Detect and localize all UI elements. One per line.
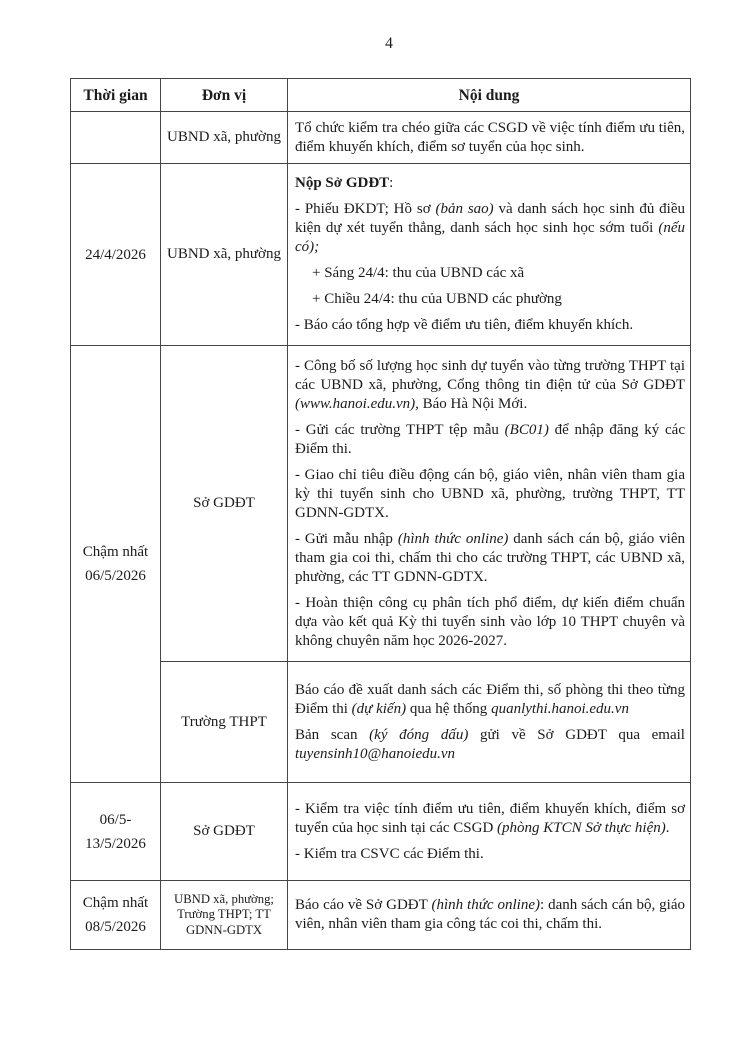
- cell-content: [288, 881, 691, 950]
- text-run: (bản sao): [435, 201, 494, 217]
- text-run: Báo cáo đề xuất danh sách các Điểm thi, số phòng thi theo từng Điểm thi: [295, 681, 685, 717]
- text-run: Báo Hà Nội Mới.: [418, 395, 528, 412]
- text-run: + Sáng 24/4: thu của UBND các xã: [312, 265, 525, 281]
- text-run: Báo cáo về Sở GDĐT: [295, 897, 432, 913]
- cell-unit: UBND xã, phường: [161, 112, 288, 164]
- text-run: - Kiểm tra việc tính điểm ưu tiên, điểm khuyến khích, điểm sơ tuyển của học sinh tại các CSGD: [295, 800, 685, 836]
- text-run: - Gửi mẫu nhập: [295, 530, 398, 547]
- text-run: Bản scan: [295, 726, 370, 743]
- paragraph: [295, 896, 685, 934]
- cell-time: Chậm nhất 06/5/2026: [71, 346, 161, 783]
- paragraph: [295, 466, 685, 523]
- cell-time: 24/4/2026: [71, 164, 161, 346]
- cell-time: 06/5-13/5/2026: [71, 783, 161, 881]
- text-run: - Hoàn thiện công cụ phân tích phổ điểm, dự kiến điểm chuẩn dựa vào kết quả Kỳ thi tuyển sinh vào lớp 10 THPT chuyên và không chuyên năm học 2026-2027.: [295, 594, 685, 649]
- header-don-vi: Đơn vị: [161, 79, 288, 112]
- paragraph: [295, 845, 685, 864]
- text-run: (www.hanoi.edu.vn),: [295, 395, 419, 412]
- paragraph: [295, 357, 685, 414]
- text-run: - Công bố số lượng học sinh dự tuyển vào từng trường THPT tại các UBND xã, phường, Cổng thông tin điện tử của Sở GDĐT: [295, 357, 685, 393]
- cell-content: [288, 112, 691, 164]
- cell-unit: Trường THPT: [161, 662, 288, 783]
- text-run: gửi về Sở GDĐT qua email: [468, 726, 685, 743]
- table-row: [71, 112, 691, 164]
- text-run: qua hệ thống: [406, 700, 492, 717]
- text-run: Nộp Sở GDĐT: [295, 175, 390, 191]
- text-run: (hình thức online): [397, 530, 509, 547]
- paragraph: [295, 421, 685, 459]
- table-row: [71, 881, 691, 950]
- text-run: (ký đóng dấu): [369, 726, 469, 743]
- text-run: .: [665, 819, 670, 836]
- table-header-row: [71, 79, 691, 112]
- cell-time: [71, 112, 161, 164]
- table-row: [71, 164, 691, 346]
- table-row: [71, 783, 691, 881]
- cell-content: [288, 662, 691, 783]
- text-run: quanlythi.hanoi.edu.vn: [491, 700, 629, 717]
- text-run: - Kiểm tra CSVC các Điểm thi.: [295, 845, 484, 862]
- text-run: danh sách cán bộ, giáo viên tham gia coi thi, chấm thi cho các trường THPT, các UBND xã, phường, các TT GDNN-GDTX.: [295, 530, 685, 585]
- cell-unit: UBND xã, phường; Trường THPT; TT GDNN-GDTX: [161, 881, 288, 950]
- page-number: 4: [385, 35, 393, 52]
- paragraph: [295, 800, 685, 838]
- cell-content: [288, 783, 691, 881]
- paragraph: [295, 290, 685, 309]
- table-row: [71, 662, 691, 783]
- cell-unit: Sở GDĐT: [161, 783, 288, 881]
- paragraph: [295, 200, 685, 257]
- text-run: - Giao chỉ tiêu điều động cán bộ, giáo viên, nhân viên tham gia kỳ thi tuyển sinh cho UBND xã, phường, trường THPT, TT GDNN-GDTX.: [295, 466, 685, 521]
- text-run: : danh sách cán bộ, giáo viên, nhân viên tham gia công tác coi thi, chấm thi.: [295, 897, 685, 932]
- text-run: - Phiếu ĐKDT; Hồ sơ: [295, 201, 436, 217]
- cell-content: [288, 164, 691, 346]
- paragraph: [295, 726, 685, 764]
- text-run: (phòng KTCN Sở thực hiện): [497, 819, 666, 836]
- text-run: và danh sách học sinh đủ điều kiện dự xét tuyển thẳng, danh sách học sinh học sớm tuổi: [295, 201, 686, 236]
- paragraph: [295, 681, 685, 719]
- cell-time: Chậm nhất 08/5/2026: [71, 881, 161, 950]
- cell-unit: UBND xã, phường: [161, 164, 288, 346]
- schedule-table: [70, 78, 691, 950]
- cell-unit: Sở GDĐT: [161, 346, 288, 662]
- header-noi-dung: Nội dung: [288, 79, 691, 112]
- paragraph: [295, 264, 685, 283]
- text-run: - Gửi các trường THPT tệp mẫu: [295, 421, 505, 438]
- paragraph: [295, 174, 685, 193]
- text-run: tuyensinh10@hanoiedu.vn: [295, 745, 456, 762]
- text-run: (nếu có);: [295, 220, 685, 255]
- text-run: (hình thức online): [431, 897, 540, 913]
- text-run: Tổ chức kiểm tra chéo giữa các CSGD về việc tính điểm ưu tiên, điểm khuyến khích, điểm sơ tuyển của học sinh.: [295, 119, 685, 155]
- text-run: + Chiều 24/4: thu của UBND các phường: [312, 291, 562, 307]
- paragraph: [295, 594, 685, 651]
- text-run: :: [389, 175, 394, 191]
- text-run: - Báo cáo tổng hợp về điểm ưu tiên, điểm khuyến khích.: [295, 317, 634, 333]
- paragraph: [295, 530, 685, 587]
- paragraph: [295, 316, 685, 335]
- cell-content: [288, 346, 691, 662]
- text-run: (dự kiến): [351, 700, 407, 717]
- paragraph: [295, 119, 685, 157]
- text-run: để nhập đăng ký các Điểm thi.: [295, 421, 685, 457]
- header-thoi-gian: Thời gian: [71, 79, 161, 112]
- table-row: [71, 346, 691, 662]
- text-run: (BC01): [504, 421, 549, 438]
